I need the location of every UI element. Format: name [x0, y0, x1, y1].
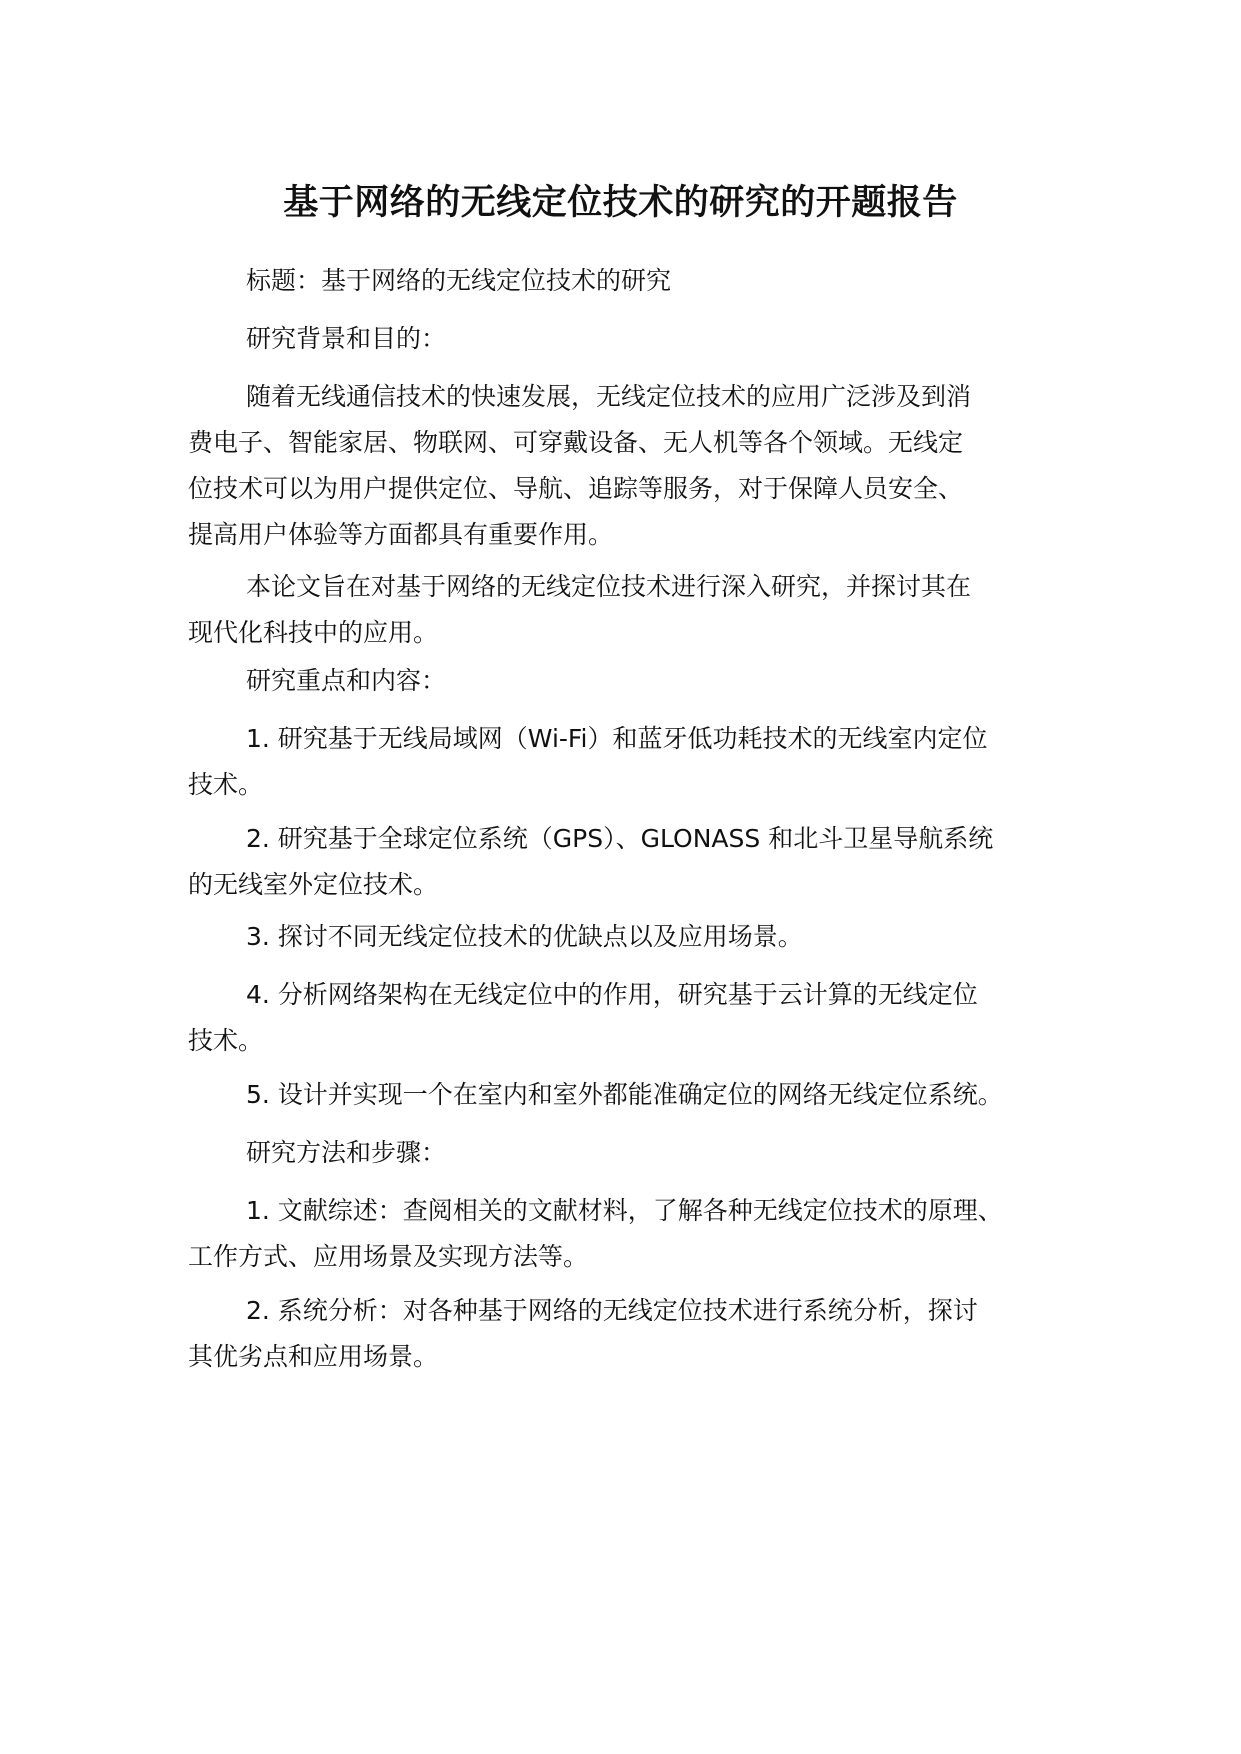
list-item-method-1 — [188, 1188, 1068, 1280]
paragraph-line: 研究方法和步骤： — [246, 1138, 447, 1167]
paragraph-line: 的无线室外定位技术。 — [188, 870, 439, 899]
paragraph-line: 4. 分析网络架构在无线定位中的作用，研究基于云计算的无线定位 — [246, 980, 978, 1009]
paragraph-line: 2. 系统分析：对各种基于网络的无线定位技术进行系统分析，探讨 — [246, 1296, 978, 1325]
list-item-focus-1 — [188, 716, 1068, 808]
paragraph-line: 费电子、智能家居、物联网、可穿戴设备、无人机等各个领域。无线定 — [188, 428, 964, 457]
paragraph-line: 研究背景和目的： — [246, 324, 447, 353]
paragraph-line: 现代化科技中的应用。 — [188, 618, 439, 647]
paragraph-line: 位技术可以为用户提供定位、导航、追踪等服务，对于保障人员安全、 — [188, 474, 964, 503]
section-heading-methods — [188, 1130, 1068, 1176]
paragraph-line: 3. 探讨不同无线定位技术的优缺点以及应用场景。 — [246, 922, 803, 951]
paragraph-line: 工作方式、应用场景及实现方法等。 — [188, 1242, 589, 1271]
paragraph-subject — [188, 258, 1068, 304]
document-title: 基于网络的无线定位技术的研究的开题报告 — [283, 183, 958, 223]
paragraph-line: 研究重点和内容： — [246, 666, 447, 695]
section-heading-focus — [188, 658, 1068, 704]
paragraph-line: 随着无线通信技术的快速发展，无线定位技术的应用广泛涉及到消 — [246, 382, 972, 411]
paragraph-line: 5. 设计并实现一个在室内和室外都能准确定位的网络无线定位系统。 — [246, 1080, 1003, 1109]
paragraph-line: 1. 文献综述：查阅相关的文献材料，了解各种无线定位技术的原理、 — [246, 1196, 1003, 1225]
paragraph-line: 2. 研究基于全球定位系统（GPS）、GLONASS 和北斗卫星导航系统 — [246, 824, 994, 853]
paragraph-line: 标题：基于网络的无线定位技术的研究 — [246, 266, 672, 295]
list-item-method-2 — [188, 1288, 1068, 1380]
list-item-focus-3 — [188, 914, 1068, 960]
paragraph-line: 1. 研究基于无线局域网（Wi-Fi）和蓝牙低功耗技术的无线室内定位 — [246, 724, 988, 753]
paragraph-purpose — [188, 564, 1068, 656]
section-heading-background — [188, 316, 1068, 362]
list-item-focus-2 — [188, 816, 1068, 908]
paragraph-line: 本论文旨在对基于网络的无线定位技术进行深入研究，并探讨其在 — [246, 572, 972, 601]
paragraph-line: 技术。 — [188, 770, 264, 799]
list-item-focus-4 — [188, 972, 1068, 1064]
paragraph-line: 技术。 — [188, 1026, 264, 1055]
paragraph-line: 其优劣点和应用场景。 — [188, 1342, 439, 1371]
list-item-focus-5 — [188, 1072, 1068, 1118]
paragraph-background — [188, 374, 1068, 558]
paragraph-line: 提高用户体验等方面都具有重要作用。 — [188, 520, 614, 549]
